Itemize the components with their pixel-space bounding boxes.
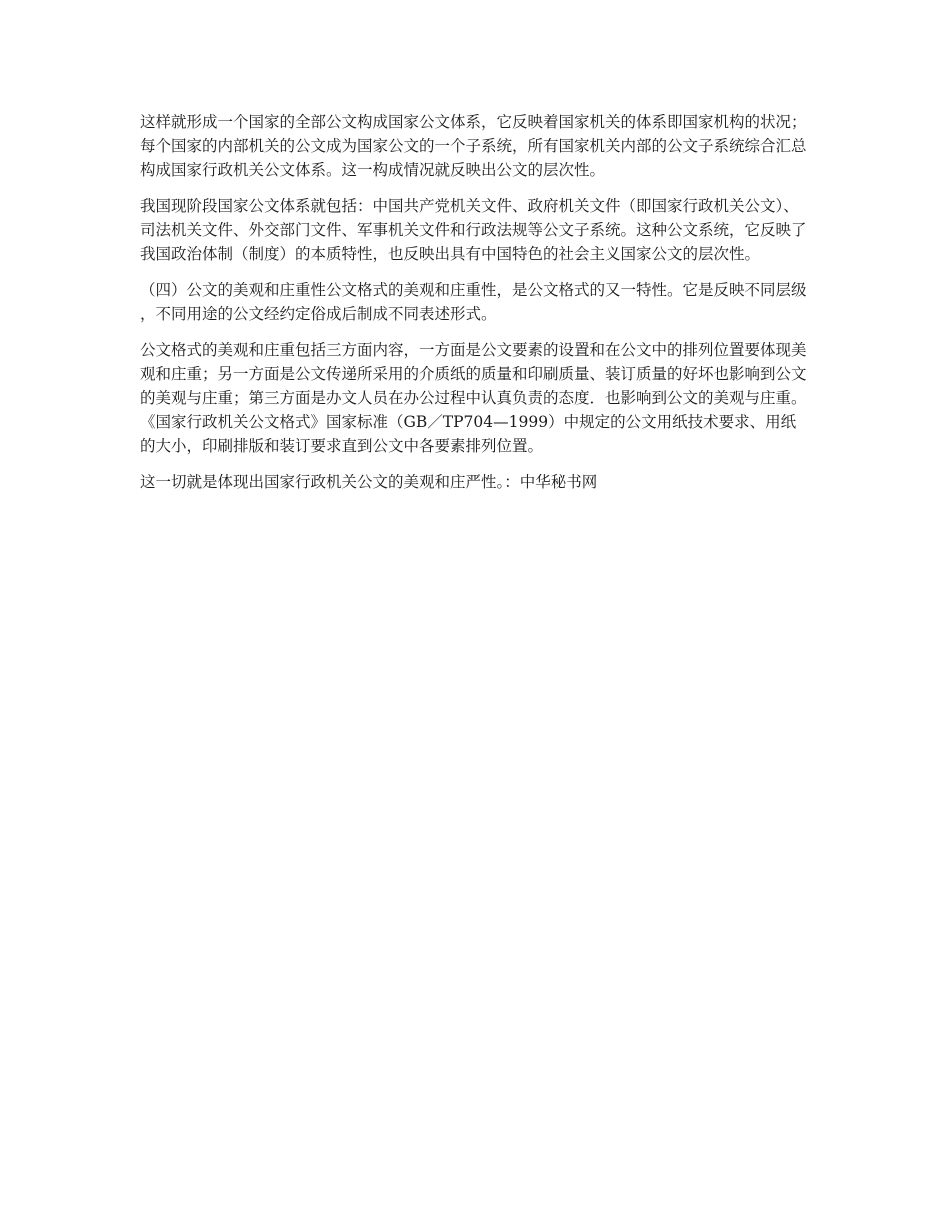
- document-body: [140, 110, 810, 506]
- paragraph-3: （四）公文的美观和庄重性公文格式的美观和庄重性，是公文格式的又一特性。它是反映不同层级，不同用途的公文经约定俗成后制成不同表述形式。: [140, 281, 807, 323]
- paragraph-4: 公文格式的美观和庄重包括三方面内容，一方面是公文要素的设置和在公文中的排列位置要体现美观和庄重；另一方面是公文传递所采用的介质纸的质量和印刷质量、装订质量的好坏也影响到公文的美观与庄重；第三方面是办文人员在办公过程中认真负责的态度．也影响到公文的美观与庄重。《国家行政机关公文格式》国家标准（GB／TP704—1999）中规定的公文用纸技术要求、用纸的大小，印刷排版和装订要求直到公文中各要素排列位置。: [140, 341, 807, 455]
- paragraph-1: 这样就形成一个国家的全部公文构成国家公文体系，它反映着国家机关的体系即国家机构的状况；每个国家的内部机关的公文成为国家公文的一个子系统，所有国家机关内部的公文子系统综合汇总构成国家行政机关公文体系。这一构成情况就反映出公文的层次性。: [140, 113, 807, 179]
- paragraph-5: 这一切就是体现出国家行政机关公文的美观和庄严性。：中华秘书网: [140, 473, 598, 491]
- paragraph-2: 我国现阶段国家公文体系就包括：中国共产党机关文件、政府机关文件（即国家行政机关公文）、司法机关文件、外交部门文件、军事机关文件和行政法规等公文子系统。这种公文系统，它反映了我国政治体制（制度）的本质特性，也反映出具有中国特色的社会主义国家公文的层次性。: [140, 197, 807, 263]
